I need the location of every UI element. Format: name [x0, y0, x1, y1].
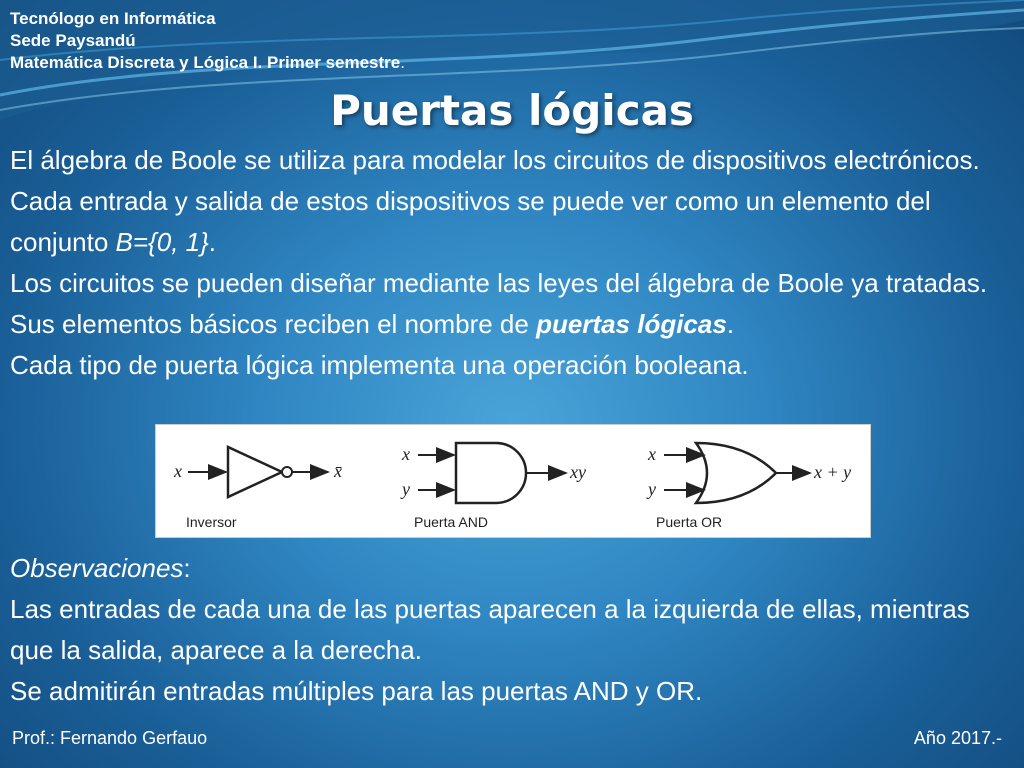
and-caption: Puerta AND: [414, 514, 488, 530]
and-input-y-label: y: [402, 479, 410, 499]
intro-p2-end: .: [726, 309, 735, 339]
footer-author: Prof.: Fernando Gerfauo: [12, 728, 208, 748]
and-gate: [400, 443, 586, 530]
observations-heading-text: Observaciones: [10, 553, 184, 583]
inverter-input-label: x: [174, 461, 182, 481]
observations-line-1: Las entradas de cada una de las puertas aparecen a la izquierda de ellas, mientras que la salida, aparece a la derecha.: [10, 594, 970, 665]
or-input-x-label: x: [648, 444, 656, 464]
intro-p1-set: B={0, 1}: [115, 227, 209, 257]
observations-heading-end: :: [183, 553, 191, 583]
observations-heading: [10, 548, 1020, 589]
intro-paragraph-1: [10, 140, 1020, 263]
or-output-label: x + y: [814, 462, 852, 482]
inverter-gate: [173, 447, 342, 530]
or-input-y-label: y: [648, 479, 656, 499]
intro-paragraph-2: [10, 263, 1020, 345]
logic-gates-figure: [155, 424, 871, 538]
inverter-triangle: [228, 447, 282, 497]
inverter-bubble: [282, 467, 292, 477]
and-output-label: xy: [570, 462, 586, 482]
course-header: [10, 8, 405, 74]
or-caption: Puerta OR: [656, 514, 723, 530]
intro-paragraph-3: Cada tipo de puerta lógica implementa una operación booleana.: [10, 350, 749, 380]
intro-p1-text: El álgebra de Boole se utiliza para modelar los circuitos de dispositivos electrónicos. Cada entrada y salida de estos dispositivos se puede ver como un elemento del conjunto: [10, 145, 980, 257]
intro-p1-end: .: [208, 227, 217, 257]
header-line-3: [10, 52, 405, 74]
header-line-3-text: Matemática Discreta y Lógica I. Primer semestre: [10, 53, 401, 72]
and-input-x-label: x: [402, 444, 410, 464]
logic-gates-diagram: [156, 425, 870, 537]
intro-text: [10, 140, 1020, 386]
footer-year: Año 2017.-: [913, 728, 1002, 748]
observations-line-2: Se admitirán entradas múltiples para las puertas AND y OR.: [10, 676, 703, 706]
or-gate: [646, 443, 851, 530]
header-line-2: Sede Paysandú: [10, 31, 136, 50]
inverter-caption: Inversor: [186, 514, 237, 530]
or-body: [696, 443, 776, 503]
header-line-1: Tecnólogo en Informática: [10, 9, 216, 28]
intro-p2-text: Los circuitos se pueden diseñar mediante las leyes del álgebra de Boole ya tratadas. Sus elementos básicos reciben el nombre de: [10, 268, 988, 339]
and-body: [456, 443, 526, 503]
inverter-output-label: x̄: [334, 461, 342, 481]
header-line-3-end: .: [400, 53, 405, 72]
intro-p2-emphasis: puertas lógicas: [536, 309, 727, 339]
observations-section: [10, 548, 1020, 712]
slide-title: Puertas lógicas: [330, 86, 694, 135]
